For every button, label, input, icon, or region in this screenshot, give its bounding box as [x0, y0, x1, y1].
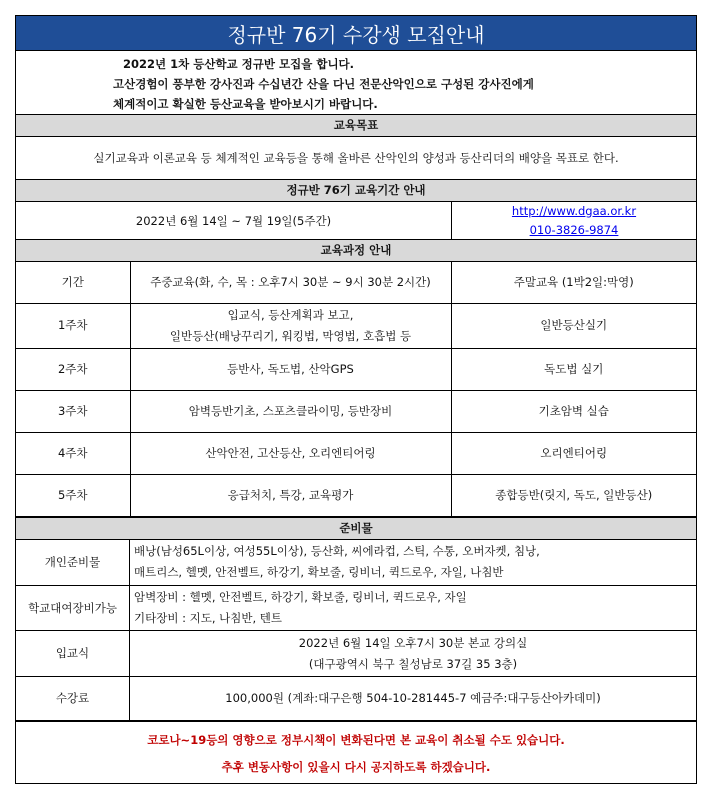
notice-line: 코로나~19등의 영향으로 정부시책이 변화된다면 본 교육이 취소될 수도 있습니다.: [147, 733, 565, 747]
period-row: [16, 202, 696, 239]
weekday-line: 입교식, 등산계획과 보고,: [227, 307, 354, 322]
weekend-cell: 주말교육 (1박2일:막영): [451, 262, 696, 303]
phone-link[interactable]: 010-3826-9874: [529, 222, 619, 237]
weekday-cell: [130, 303, 451, 348]
row-label: 1주차: [16, 303, 130, 348]
page-title: 정규반 76기 수강생 모집안내: [16, 16, 696, 51]
fee-info: 100,000원 (계좌:대구은행 504-10-281445-7 예금주:대구등산아카데미): [130, 677, 697, 721]
weekend-cell: 독도법 실기: [451, 348, 696, 390]
weekday-line: 응급처치, 특강, 교육평가: [227, 487, 354, 502]
row-label: 기간: [16, 262, 130, 303]
weekday-line: 일반등산(배낭꾸리기, 워킹법, 막영법, 호흡법 등: [169, 328, 412, 343]
table-row: [16, 262, 696, 303]
weekday-line: 산악안전, 고산등산, 오리엔티어링: [205, 445, 376, 460]
prep-heading: 준비물: [16, 517, 696, 540]
entrance-label: 입교식: [16, 631, 130, 677]
weekday-line: 암벽등반기초, 스포츠클라이밍, 등반장비: [188, 403, 393, 418]
table-row: [16, 432, 696, 474]
table-row: [16, 348, 696, 390]
table-row: [16, 631, 696, 677]
table-row: [16, 390, 696, 432]
recruitment-notice: [15, 15, 697, 784]
intro-line: 2022년 1차 등산학교 정규반 모집을 합니다.: [123, 57, 355, 71]
school-label: 학교대여장비가능: [16, 586, 130, 631]
row-label: 2주차: [16, 348, 130, 390]
weekend-cell: 기초암벽 실습: [451, 390, 696, 432]
entrance-line: (대구광역시 북구 칠성남로 37길 35 3층): [308, 656, 518, 671]
contact-info: [452, 202, 696, 239]
personal-items: [130, 540, 697, 586]
row-label: 4주차: [16, 432, 130, 474]
prep-line: 기타장비 : 지도, 나침반, 텐트: [134, 611, 283, 625]
weekday-cell: [130, 474, 451, 516]
notice-line: 추후 변동사항이 있을시 다시 공지하도록 하겠습니다.: [221, 760, 491, 774]
weekday-cell: [130, 432, 451, 474]
weekend-cell: 일반등산실기: [451, 303, 696, 348]
course-table: [16, 262, 696, 517]
entrance-info: [130, 631, 697, 677]
personal-label: 개인준비물: [16, 540, 130, 586]
notice: [16, 721, 696, 783]
intro-text: [16, 51, 696, 114]
weekend-cell: 오리엔티어링: [451, 432, 696, 474]
prep-line: 암벽장비 : 헬멧, 안전벨트, 하강기, 확보줄, 링비너, 퀵드로우, 자일: [134, 590, 467, 604]
period-dates: 2022년 6월 14일 ~ 7월 19일(5주간): [16, 202, 452, 239]
row-label: 3주차: [16, 390, 130, 432]
prep-line: 매트리스, 헬멧, 안전벨트, 하강기, 확보줄, 링비너, 퀵드로우, 자일, 나침반: [134, 565, 504, 580]
weekday-cell: [130, 348, 451, 390]
row-label: 5주차: [16, 474, 130, 516]
weekend-cell: 종합등반(릿지, 독도, 일반등산): [451, 474, 696, 516]
course-heading: 교육과정 안내: [16, 239, 696, 262]
table-row: [16, 586, 696, 631]
weekday-cell: [130, 262, 451, 303]
goal-text: 실기교육과 이론교육 등 체계적인 교육등을 통해 올바른 산악인의 양성과 등산리더의 배양을 목표로 한다.: [93, 151, 619, 165]
prep-line: 배낭(남성65L이상, 여성55L이상), 등산화, 씨에라컵, 스틱, 수통, 오버자켓, 침낭,: [134, 544, 540, 559]
table-row: [16, 474, 696, 516]
table-row: [16, 677, 696, 721]
period-heading: 정규반 76기 교육기간 안내: [16, 179, 696, 202]
table-row: [16, 303, 696, 348]
weekday-cell: [130, 390, 451, 432]
website-link[interactable]: http://www.dgaa.or.kr: [511, 203, 637, 218]
weekday-line: 등반사, 독도법, 산악GPS: [227, 361, 354, 376]
school-items: [130, 586, 697, 631]
prep-table: [16, 540, 696, 722]
table-row: [16, 540, 696, 586]
entrance-line: 2022년 6월 14일 오후7시 30분 본교 강의실: [298, 635, 528, 650]
goal-heading: 교육목표: [16, 114, 696, 137]
fee-label: 수강료: [16, 677, 130, 721]
weekday-line: 주중교육(화, 수, 목 : 오후7시 30분 ~ 9시 30분 2시간): [150, 274, 431, 289]
intro-line: 고산경험이 풍부한 강사진과 수십년간 산을 다닌 전문산악인으로 구성된 강사진에게: [113, 77, 534, 91]
intro-line: 체계적이고 확실한 등산교육을 받아보시기 바랍니다.: [113, 97, 378, 111]
